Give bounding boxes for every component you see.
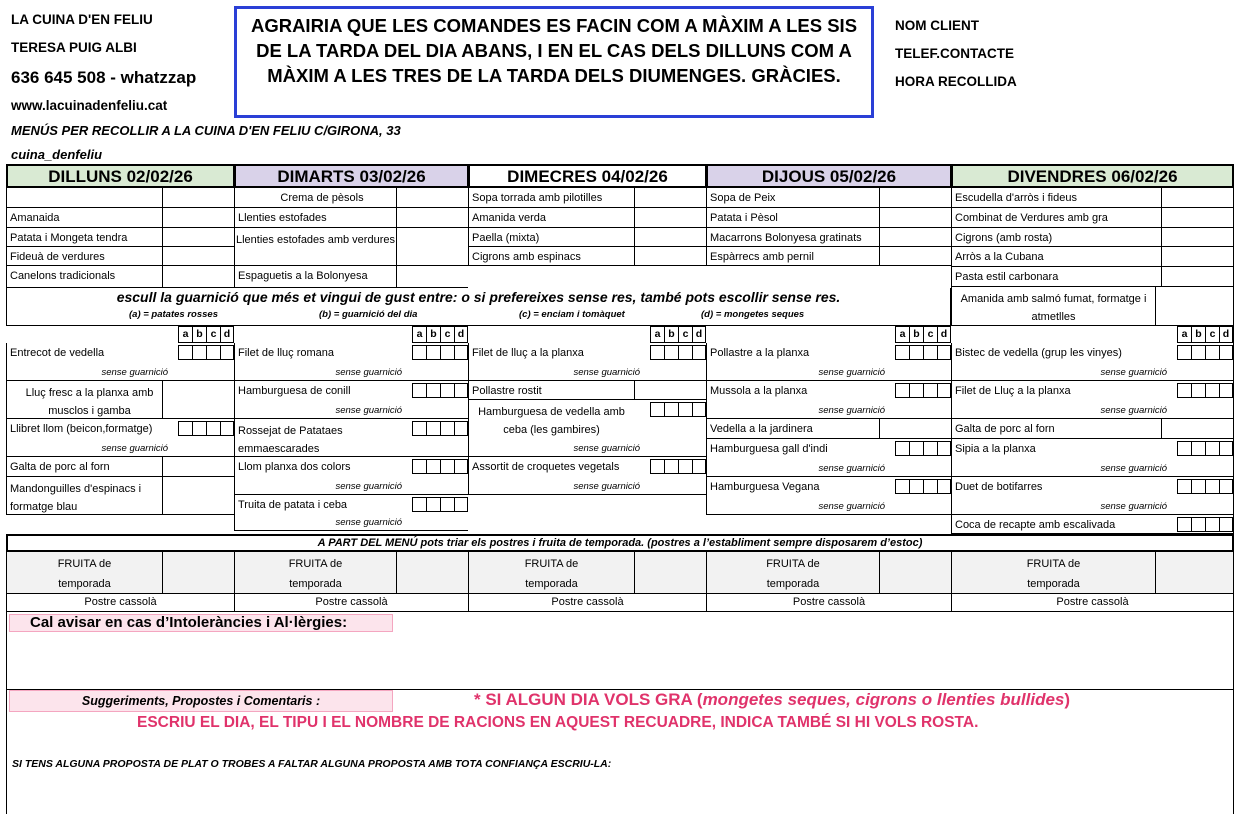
- garnish-checkboxes[interactable]: [412, 459, 468, 474]
- owner-name: TERESA PUIG ALBI: [11, 40, 137, 55]
- second-dish-row[interactable]: Hamburguesa gall d'indi sense guarnició: [706, 439, 951, 477]
- day-column-tuesday: [234, 164, 468, 534]
- quantity-cell[interactable]: [1161, 208, 1233, 227]
- garnish-legend: [6, 288, 951, 326]
- intolerances-label: Cal avisar en cas d’Intoleràncies i Al·lèrgies:: [9, 614, 393, 632]
- postre-row[interactable]: Postre cassolà: [6, 594, 234, 612]
- pickup-time-label: HORA RECOLLIDA: [895, 74, 1017, 89]
- garnish-checkboxes[interactable]: [412, 345, 468, 360]
- first-dish-row[interactable]: Espaguetis a la Bolonyesa: [234, 266, 468, 288]
- quantity-cell[interactable]: [634, 228, 706, 246]
- first-dish-row[interactable]: Sopa de Peix: [706, 188, 951, 208]
- first-dish-row[interactable]: Combinat de Verdures amb gra: [951, 208, 1233, 228]
- garnish-checkboxes[interactable]: [650, 402, 706, 417]
- first-dish-row[interactable]: Amanida verda: [468, 208, 706, 228]
- first-dish-row[interactable]: Arròs a la Cubana: [951, 247, 1233, 267]
- second-dish-row[interactable]: Mandonguilles d'espinacs i formatge blau: [6, 477, 234, 515]
- garnish-checkboxes[interactable]: [650, 345, 706, 360]
- quantity-cell[interactable]: [879, 419, 951, 438]
- day-header: DILLUNS 02/02/26: [6, 164, 234, 188]
- garnish-option-b: (b) = guarnició del dia: [319, 309, 418, 320]
- garnish-checkboxes[interactable]: [895, 383, 951, 398]
- first-dish-row[interactable]: Crema de pèsols: [234, 188, 468, 208]
- quantity-cell[interactable]: [634, 208, 706, 227]
- quantity-cell[interactable]: [162, 247, 234, 265]
- second-dish-row[interactable]: Filet de lluç romana sense guarnició: [234, 343, 468, 381]
- quantity-cell[interactable]: [396, 266, 468, 287]
- order-notice: AGRAIRIA QUE LES COMANDES ES FACIN COM A MÀXIM A LES SIS DE LA TARDA DEL DIA ABANS, I EN EL CAS DELS DILLUNS COM A MÀXIM A LES TRES DE LA TARDA DELS DIUMENGES. GRÀCIES.: [234, 6, 874, 118]
- second-dish-row[interactable]: Pollastre rostit: [468, 381, 706, 400]
- quantity-cell[interactable]: [162, 208, 234, 227]
- second-dish-row[interactable]: Entrecot de vedella sense guarnició: [6, 343, 234, 381]
- garnish-checkboxes[interactable]: [412, 421, 468, 436]
- garnish-letters: a b c d: [178, 326, 234, 343]
- second-dish-row[interactable]: Bistec de vedella (grup les vinyes) sense guarnició: [951, 343, 1233, 381]
- second-dish-row[interactable]: Filet de Lluç a la planxa sense guarnició: [951, 381, 1233, 419]
- postre-row[interactable]: Postre cassolà: [951, 594, 1234, 612]
- second-dish-row[interactable]: Llom planxa dos colors sense guarnició: [234, 457, 468, 495]
- quantity-cell[interactable]: [396, 188, 468, 207]
- first-dish-row[interactable]: Patata i Pèsol: [706, 208, 951, 228]
- gra-instructions: ESCRIU EL DIA, EL TIPU I EL NOMBRE DE RACIONS EN AQUEST RECUADRE, INDICA TAMBÉ SI HI VOLS ROSTA.: [137, 714, 979, 731]
- fruit-row[interactable]: FRUITA de temporada: [234, 552, 468, 594]
- first-dish-row[interactable]: Amanida amb salmó fumat, formatge i atmetlles: [951, 287, 1233, 326]
- garnish-title: escull la guarnició que més et vingui de gust entre: o si prefereixes sense res, també pots escollir sense res.: [116, 289, 841, 305]
- first-dish-row[interactable]: Cigrons (amb rosta): [951, 228, 1233, 247]
- garnish-checkboxes[interactable]: [412, 383, 468, 398]
- quantity-cell[interactable]: [162, 188, 234, 207]
- quantity-cell[interactable]: [396, 228, 468, 265]
- second-dish-row[interactable]: Coca de recapte amb escalivada: [951, 515, 1233, 534]
- second-dish-row[interactable]: Duet de botifarres sense guarnició: [951, 477, 1233, 515]
- quantity-cell[interactable]: [634, 552, 706, 593]
- quantity-cell[interactable]: [879, 552, 951, 593]
- first-dish-row[interactable]: Pasta estil carbonara: [951, 267, 1233, 287]
- garnish-checkboxes[interactable]: [650, 459, 706, 474]
- quantity-cell[interactable]: [634, 247, 706, 265]
- postre-row[interactable]: Postre cassolà: [706, 594, 951, 612]
- day-column-wednesday: [468, 164, 706, 534]
- first-dish-row[interactable]: Llenties estofades: [234, 208, 468, 228]
- garnish-checkboxes[interactable]: [178, 345, 234, 360]
- garnish-option-c: (c) = enciam i tomàquet: [519, 309, 625, 320]
- business-info: [11, 12, 231, 113]
- menu-grid: [6, 164, 1234, 814]
- first-dish-row[interactable]: Sopa torrada amb pilotilles: [468, 188, 706, 208]
- first-dish-row[interactable]: Escudella d'arròs i fideus: [951, 188, 1233, 208]
- quantity-cell[interactable]: [879, 208, 951, 227]
- quantity-cell[interactable]: [1155, 287, 1233, 325]
- first-dish-row[interactable]: Espàrrecs amb pernil: [706, 247, 951, 266]
- quantity-cell[interactable]: [162, 228, 234, 246]
- first-dish-row[interactable]: Macarrons Bolonyesa gratinats: [706, 228, 951, 247]
- quantity-cell[interactable]: [1155, 552, 1233, 593]
- first-dish-row[interactable]: [6, 188, 234, 208]
- first-dish-row[interactable]: Llenties estofades amb verdures: [234, 228, 468, 266]
- day-header: DIMARTS 03/02/26: [234, 164, 468, 188]
- garnish-letters: a b c d: [895, 326, 951, 343]
- second-dish-row[interactable]: Galta de porc al forn: [951, 419, 1233, 439]
- day-header: DIJOUS 05/02/26: [706, 164, 951, 188]
- phone-number: 636 645 508 - whatzzap: [11, 68, 197, 87]
- quantity-cell[interactable]: [634, 188, 706, 207]
- second-dish-row[interactable]: Filet de lluç a la planxa sense guarnició: [468, 343, 706, 381]
- second-dish-row[interactable]: Hamburguesa de vedella amb ceba (les gambires) sense guarnició: [468, 400, 706, 457]
- fruit-row[interactable]: FRUITA de temporada: [468, 552, 706, 594]
- fruit-row[interactable]: FRUITA de temporada: [6, 552, 234, 594]
- postre-row[interactable]: Postre cassolà: [468, 594, 706, 612]
- first-dish-row[interactable]: Paella (mixta): [468, 228, 706, 247]
- second-dish-row[interactable]: Llibret llom (beicon,formatge) sense guarnició: [6, 419, 234, 457]
- pickup-subtitle: MENÚS PER RECOLLIR A LA CUINA D'EN FELIU C/GIRONA, 33: [11, 123, 401, 138]
- garnish-letters: a b c d: [412, 326, 468, 343]
- garnish-checkboxes[interactable]: [1177, 517, 1233, 532]
- garnish-checkboxes[interactable]: [1177, 383, 1233, 398]
- quantity-cell[interactable]: [634, 381, 706, 399]
- quantity-cell[interactable]: [396, 552, 468, 593]
- suggestions-box[interactable]: [6, 690, 1234, 814]
- second-dish-row[interactable]: Hamburguesa Vegana sense guarnició: [706, 477, 951, 515]
- quantity-cell[interactable]: [1161, 267, 1233, 286]
- quantity-cell[interactable]: [162, 381, 234, 418]
- quantity-cell[interactable]: [162, 552, 234, 593]
- website-link[interactable]: www.lacuinadenfeliu.cat: [11, 98, 168, 113]
- fruit-row[interactable]: FRUITA de temporada: [706, 552, 951, 594]
- quantity-cell[interactable]: [879, 228, 951, 246]
- garnish-checkboxes[interactable]: [895, 441, 951, 456]
- first-dish-row[interactable]: Fideuà de verdures: [6, 247, 234, 266]
- contact-phone-label: TELEF.CONTACTE: [895, 46, 1014, 61]
- day-header: DIVENDRES 06/02/26: [951, 164, 1233, 188]
- quantity-cell[interactable]: [1161, 228, 1233, 246]
- second-dish-row[interactable]: Galta de porc al forn: [6, 457, 234, 477]
- quantity-cell[interactable]: [396, 208, 468, 227]
- intolerances-box[interactable]: [6, 612, 1234, 690]
- day-header: DIMECRES 04/02/26: [468, 164, 706, 188]
- day-column-friday: [951, 164, 1234, 534]
- garnish-option-a: (a) = patates rosses: [129, 309, 218, 320]
- second-dish-row[interactable]: Mussola a la planxa sense guarnició: [706, 381, 951, 419]
- dessert-banner: A PART DEL MENÚ pots triar els postres i fruita de temporada. (postres a l’establiment sempre disposarem d’estoc): [6, 534, 1234, 552]
- garnish-checkboxes[interactable]: [1177, 479, 1233, 494]
- gra-notice: * SI ALGUN DIA VOLS GRA (mongetes seques, cigrons o llenties bullides): [474, 690, 1071, 709]
- business-name: LA CUINA D'EN FELIU: [11, 12, 153, 27]
- quantity-cell[interactable]: [162, 457, 234, 476]
- quantity-cell[interactable]: [879, 247, 951, 265]
- propose-dish-label: SI TENS ALGUNA PROPOSTA DE PLAT O TROBES A FALTAR ALGUNA PROPOSTA AMB TOTA CONFIANÇA ESCRIU-LA:: [12, 758, 612, 770]
- second-dish-row[interactable]: Sipia a la planxa sense guarnició: [951, 439, 1233, 477]
- first-dish-row[interactable]: Amanaida: [6, 208, 234, 228]
- quantity-cell[interactable]: [162, 477, 234, 514]
- first-dish-row[interactable]: Patata i Mongeta tendra: [6, 228, 234, 247]
- garnish-checkboxes[interactable]: [412, 497, 468, 512]
- garnish-checkboxes[interactable]: [895, 479, 951, 494]
- client-fields: [895, 18, 1017, 102]
- fruit-row[interactable]: FRUITA de temporada: [951, 552, 1234, 594]
- second-dish-row[interactable]: Pollastre a la planxa sense guarnició: [706, 343, 951, 381]
- first-dish-row[interactable]: Cigrons amb espinacs: [468, 247, 706, 266]
- garnish-checkboxes[interactable]: [1177, 345, 1233, 360]
- quantity-cell[interactable]: [1161, 188, 1233, 207]
- day-column-monday: [6, 164, 234, 534]
- instagram-handle: cuina_denfeliu: [11, 147, 103, 162]
- quantity-cell[interactable]: [1161, 247, 1233, 266]
- garnish-letters: a b c d: [650, 326, 706, 343]
- second-dish-row[interactable]: Vedella a la jardinera: [706, 419, 951, 439]
- garnish-checkboxes[interactable]: [895, 345, 951, 360]
- quantity-cell[interactable]: [1161, 419, 1233, 438]
- second-dish-row[interactable]: Rossejat de Patataes emmaescarades: [234, 419, 468, 457]
- garnish-letters: a b c d: [1177, 326, 1233, 343]
- garnish-checkboxes[interactable]: [1177, 441, 1233, 456]
- second-dish-row[interactable]: Hamburguesa de conill sense guarnició: [234, 381, 468, 419]
- day-column-thursday: [706, 164, 951, 534]
- garnish-checkboxes[interactable]: [178, 421, 234, 436]
- postre-row[interactable]: Postre cassolà: [234, 594, 468, 612]
- quantity-cell[interactable]: [879, 188, 951, 207]
- suggestions-label: Suggeriments, Propostes i Comentaris :: [9, 690, 393, 712]
- second-dish-row[interactable]: Lluç fresc a la planxa amb musclos i gamba: [6, 381, 234, 419]
- first-dish-row[interactable]: Canelons tradicionals: [6, 266, 234, 288]
- second-dish-row[interactable]: Truita de patata i ceba sense guarnició: [234, 495, 468, 531]
- second-dish-row[interactable]: Assortit de croquetes vegetals sense guarnició: [468, 457, 706, 495]
- quantity-cell[interactable]: [162, 266, 234, 287]
- garnish-option-d: (d) = mongetes seques: [701, 309, 805, 320]
- client-name-label: NOM CLIENT: [895, 18, 979, 33]
